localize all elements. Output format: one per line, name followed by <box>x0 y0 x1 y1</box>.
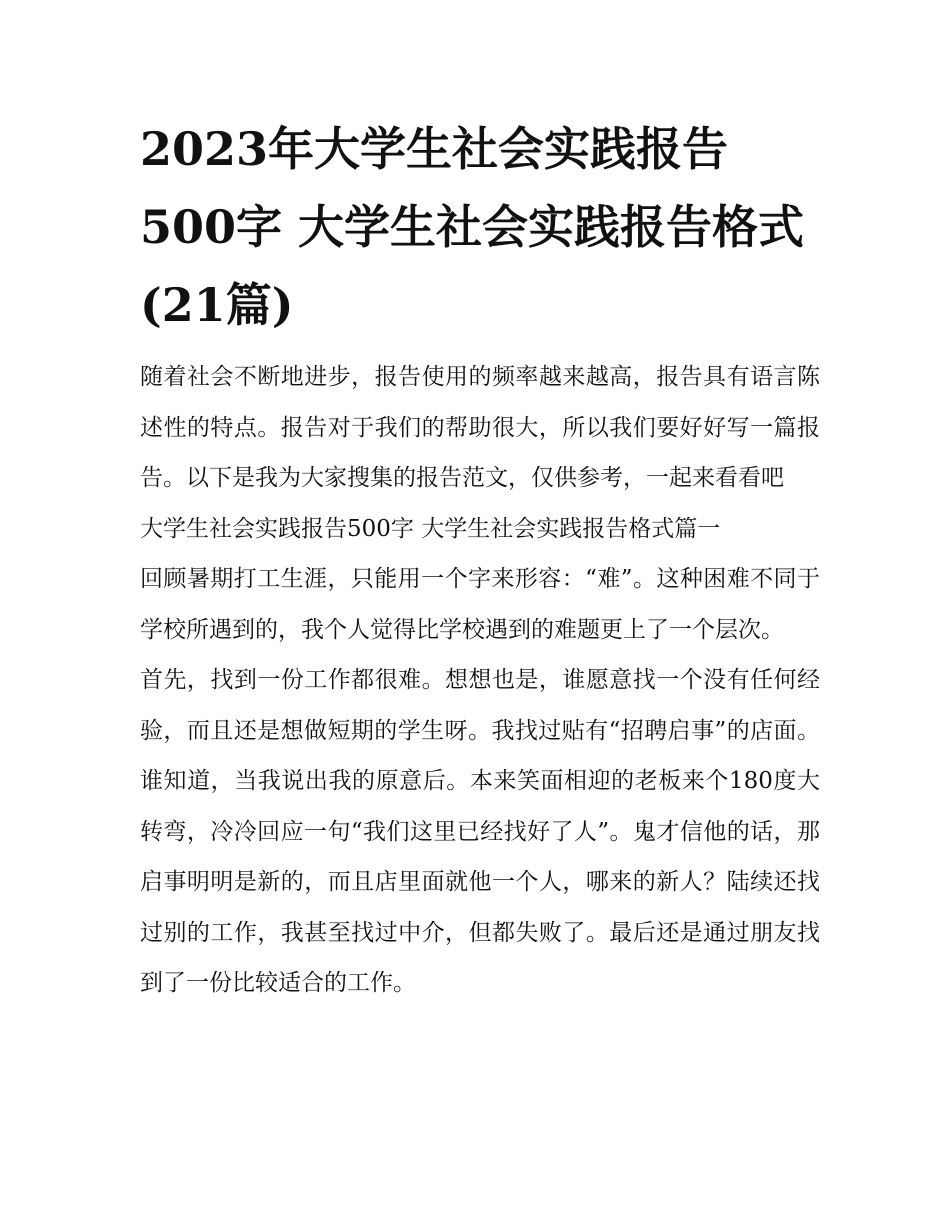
body-paragraph-2: 首先，找到一份工作都很难。想想也是，谁愿意找一个没有任何经验，而且还是想做短期的学生呀。我找过贴有“招聘启事”的店面。谁知道，当我说出我的原意后。本来笑面相迎的老板来个180度大转弯，冷冷回应一句“我们这里已经找好了人”。鬼才信他的话，那启事明明是新的，而且店里面就他一个人，哪来的新人？陆续还找过别的工作，我甚至找过中介，但都失败了。最后还是通过朋友找到了一份比较适合的工作。 <box>140 667 820 996</box>
document-title: 2023年大学生社会实践报告500字 大学生社会实践报告格式(21篇) <box>140 122 805 332</box>
document-page <box>140 110 820 1009</box>
intro-paragraph: 随着社会不断地进步，报告使用的频率越来越高，报告具有语言陈述性的特点。报告对于我们的帮助很大，所以我们要好好写一篇报告。以下是我为大家搜集的报告范文，仅供参考，一起来看看吧 <box>140 364 820 491</box>
body-paragraph-1: 回顾暑期打工生涯，只能用一个字来形容：“难”。这种困难不同于学校所遇到的，我个人觉得比学校遇到的难题更上了一个层次。 <box>140 566 820 643</box>
section-heading: 大学生社会实践报告500字 大学生社会实践报告格式篇一 <box>140 515 721 542</box>
